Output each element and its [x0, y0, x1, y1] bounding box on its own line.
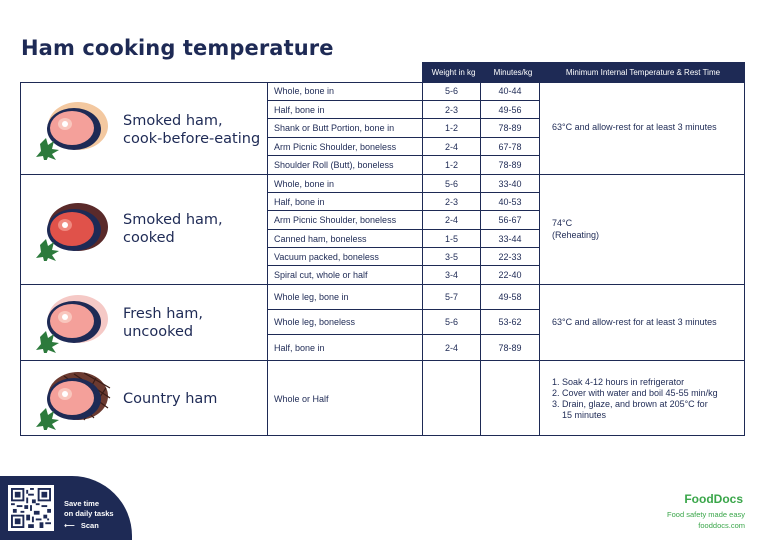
- table-row: Spiral cut, whole or half 3-4 22-40: [268, 266, 539, 284]
- group-fresh-uncooked: [20, 285, 745, 361]
- category-cell: [20, 175, 268, 284]
- table-row: Whole leg, bone in 5-7 49-58: [268, 285, 539, 310]
- group-smoked-cook-before-eating: [20, 82, 745, 175]
- website-link[interactable]: fooddocs.com: [698, 521, 745, 530]
- table-row: Vacuum packed, boneless 3-5 22-33: [268, 248, 539, 266]
- table-row: Shoulder Roll (Butt), boneless 1-2 78-89: [268, 156, 539, 174]
- header-minutes: Minutes/kg: [485, 62, 541, 82]
- category-name: Fresh ham, uncooked: [123, 306, 204, 340]
- fresh-ham-icon: [34, 291, 114, 353]
- table-row: Whole leg, boneless 5-6 53-62: [268, 310, 539, 335]
- header-temp: Minimum Internal Temperature & Rest Time: [541, 62, 745, 82]
- table-row: Whole, bone in 5-6 40-44: [268, 82, 539, 101]
- temperature-cell: 74°C (Reheating): [539, 175, 745, 284]
- group-country-ham: [20, 361, 745, 436]
- temperature-cell: 63°C and allow-rest for at least 3 minutes: [539, 82, 745, 174]
- table-row: Whole or Half: [268, 361, 539, 436]
- category-cell: [20, 82, 268, 174]
- category-cell: [20, 361, 268, 436]
- tagline: Food safety made easy: [667, 510, 745, 519]
- category-name: Smoked ham, cooked: [123, 212, 223, 246]
- header-weight: Weight in kg: [422, 62, 485, 82]
- category-name: Country ham: [123, 391, 218, 407]
- save-time-text: Save time on daily tasks: [64, 499, 114, 518]
- table-row: Arm Picnic Shoulder, boneless 2-4 67-78: [268, 138, 539, 156]
- arrow-left-icon: ⟵: [64, 521, 75, 530]
- temperature-cell: 63°C and allow-rest for at least 3 minutes: [539, 285, 745, 360]
- table-row: Arm Picnic Shoulder, boneless 2-4 56-67: [268, 211, 539, 230]
- page-title: Ham cooking temperature: [21, 36, 334, 60]
- table-row: Half, bone in 2-3 49-56: [268, 101, 539, 119]
- scan-label: ⟵ Scan: [64, 521, 99, 530]
- table-row: Canned ham, boneless 1-5 33-44: [268, 230, 539, 248]
- table-row: Half, bone in 2-3 40-53: [268, 193, 539, 211]
- steps-cell: 1. Soak 4-12 hours in refrigerator 2. Cover with water and boil 45-55 min/kg 3. Drain, glaze, and brown at 205°C for 15 minutes: [539, 361, 745, 436]
- brand-logo: FoodDocs: [684, 492, 743, 506]
- table-row: Half, bone in 2-4 78-89: [268, 335, 539, 360]
- table-row: Shank or Butt Portion, bone in 1-2 78-89: [268, 119, 539, 138]
- category-cell: [20, 285, 268, 360]
- table-row: Whole, bone in 5-6 33-40: [268, 175, 539, 193]
- country-ham-icon: [34, 368, 114, 430]
- group-smoked-cooked: [20, 175, 745, 285]
- smoked-ham-icon: [34, 98, 114, 160]
- cooked-ham-icon: [34, 199, 114, 261]
- qr-code[interactable]: [8, 485, 54, 531]
- category-name: Smoked ham, cook-before-eating: [123, 113, 261, 147]
